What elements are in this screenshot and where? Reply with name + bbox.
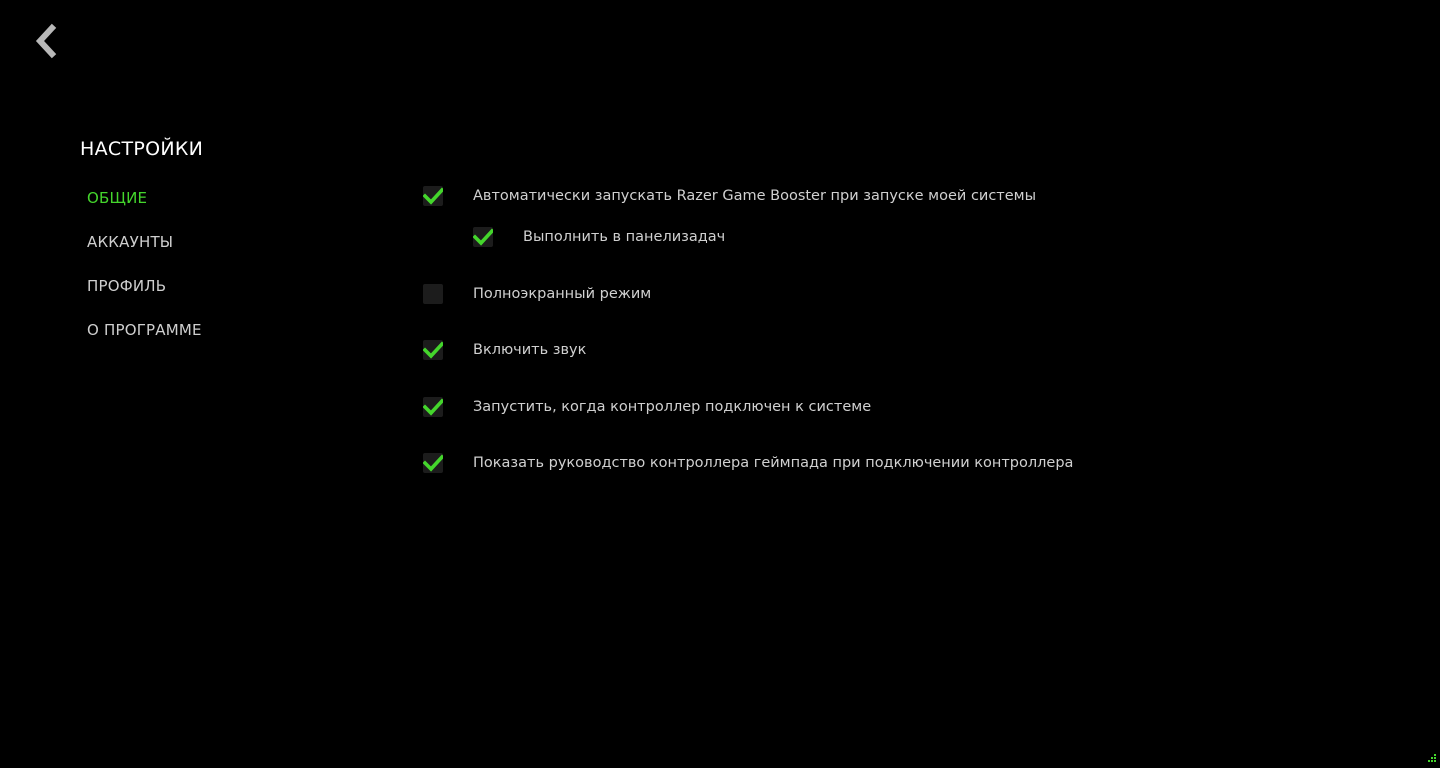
option-run-in-taskbar[interactable] bbox=[473, 227, 725, 247]
resize-grip-icon[interactable] bbox=[1424, 752, 1436, 764]
run-in-taskbar-checkbox[interactable] bbox=[473, 227, 493, 247]
autostart-label: Автоматически запускать Razer Game Booster при запуске моей системы bbox=[473, 188, 1037, 204]
checkmark-icon bbox=[473, 227, 493, 247]
sound-label: Включить звук bbox=[473, 342, 587, 358]
launch-on-controller-checkbox[interactable] bbox=[423, 397, 443, 417]
launch-on-controller-label: Запустить, когда контроллер подключен к системе bbox=[473, 399, 872, 415]
settings-title: НАСТРОЙКИ bbox=[80, 138, 204, 160]
checkmark-icon bbox=[423, 397, 443, 417]
option-autostart[interactable] bbox=[423, 186, 1036, 206]
fullscreen-checkbox[interactable] bbox=[423, 284, 443, 304]
fullscreen-label: Полноэкранный режим bbox=[473, 286, 652, 302]
nav-item-profile[interactable]: ПРОФИЛЬ bbox=[87, 277, 167, 295]
run-in-taskbar-label: Выполнить в панелизадач bbox=[523, 229, 726, 245]
option-gamepad-guide[interactable] bbox=[423, 453, 1073, 473]
checkmark-icon bbox=[423, 453, 443, 473]
sound-checkbox[interactable] bbox=[423, 340, 443, 360]
gamepad-guide-label: Показать руководство контроллера геймпада при подключении контроллера bbox=[473, 455, 1074, 471]
autostart-checkbox[interactable] bbox=[423, 186, 443, 206]
nav-item-accounts[interactable]: АККАУНТЫ bbox=[87, 233, 174, 251]
option-fullscreen[interactable] bbox=[423, 284, 651, 304]
option-launch-on-controller[interactable] bbox=[423, 397, 871, 417]
nav-item-general[interactable]: ОБЩИЕ bbox=[87, 189, 148, 207]
nav-item-about[interactable]: О ПРОГРАММЕ bbox=[87, 321, 202, 339]
checkmark-icon bbox=[423, 186, 443, 206]
option-sound[interactable] bbox=[423, 340, 586, 360]
gamepad-guide-checkbox[interactable] bbox=[423, 453, 443, 473]
checkmark-icon bbox=[423, 340, 443, 360]
